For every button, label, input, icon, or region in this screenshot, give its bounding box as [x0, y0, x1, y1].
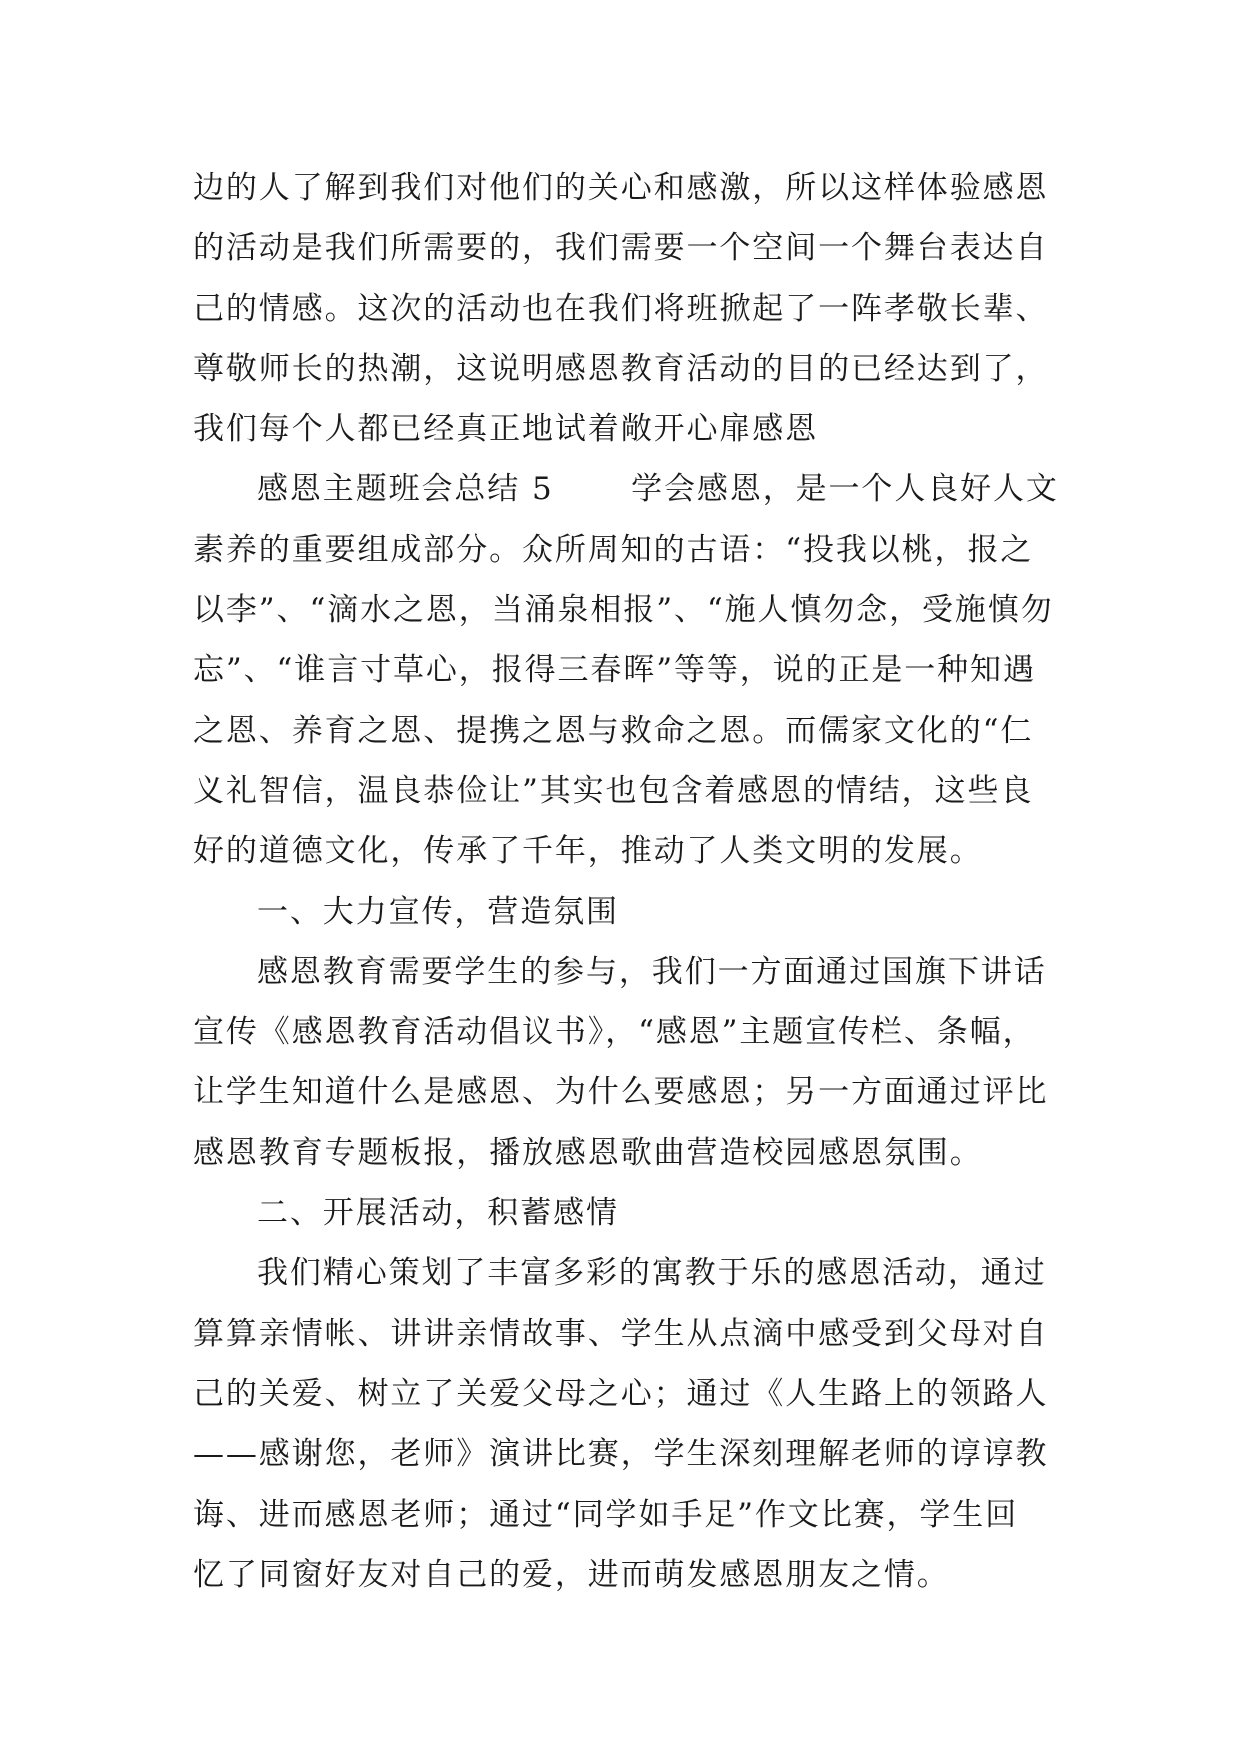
text-line: ——感谢您，老师》演讲比赛，学生深刻理解老师的谆谆教 [193, 1436, 1049, 1473]
text-line: 我们每个人都已经真正地试着敞开心扉感恩 [193, 411, 819, 448]
text-line: 忘”、“谁言寸草心，报得三春晖”等等，说的正是一种知遇 [193, 652, 1036, 689]
text-line: 让学生知道什么是感恩、为什么要感恩；另一方面通过评比 [193, 1074, 1049, 1111]
text-line: 算算亲情帐、讲讲亲情故事、学生从点滴中感受到父母对自 [193, 1315, 1049, 1352]
body-text [193, 158, 1063, 1605]
section-heading-line: 感恩主题班会总结 5 学会感恩，是一个人良好人文 [257, 471, 1059, 508]
text-line: 义礼智信，温良恭俭让”其实也包含着感恩的情结，这些良 [193, 772, 1034, 809]
text-line: 感恩教育需要学生的参与，我们一方面通过国旗下讲话 [257, 953, 1047, 990]
text-line: 好的道德文化，传承了千年，推动了人类文明的发展。 [193, 833, 983, 870]
text-line: 感恩教育专题板报，播放感恩歌曲营造校园感恩氛围。 [193, 1134, 983, 1171]
text-line: 己的关爱、树立了关爱父母之心；通过《人生路上的领路人 [193, 1375, 1049, 1412]
text-line: 宣传《感恩教育活动倡议书》，“感恩”主题宣传栏、条幅， [193, 1014, 1036, 1051]
text-line: 忆了同窗好友对自己的爱，进而萌发感恩朋友之情。 [193, 1556, 950, 1593]
text-line: 以李”、“滴水之恩，当涌泉相报”、“施人慎勿念，受施慎勿 [193, 592, 1054, 629]
text-line: 己的情感。这次的活动也在我们将班掀起了一阵孝敬长辈、 [193, 290, 1049, 327]
text-line: 尊敬师长的热潮，这说明感恩教育活动的目的已经达到了， [193, 350, 1049, 387]
text-line: 边的人了解到我们对他们的关心和感激，所以这样体验感恩 [193, 170, 1049, 206]
text-line: 的活动是我们所需要的，我们需要一个空间一个舞台表达自 [193, 230, 1049, 267]
text-line: 素养的重要组成部分。众所周知的古语：“投我以桃，报之 [193, 531, 1034, 568]
text-line: 我们精心策划了丰富多彩的寓教于乐的感恩活动，通过 [257, 1255, 1047, 1292]
text-line: 之恩、养育之恩、提携之恩与救命之恩。而儒家文化的“仁 [193, 712, 1034, 749]
text-line: 诲、进而感恩老师；通过“同学如手足”作文比赛，学生回 [193, 1496, 1019, 1533]
subheading-2: 二、开展活动，积蓄感情 [257, 1195, 619, 1232]
subheading-1: 一、大力宣传，营造氛围 [257, 893, 619, 930]
